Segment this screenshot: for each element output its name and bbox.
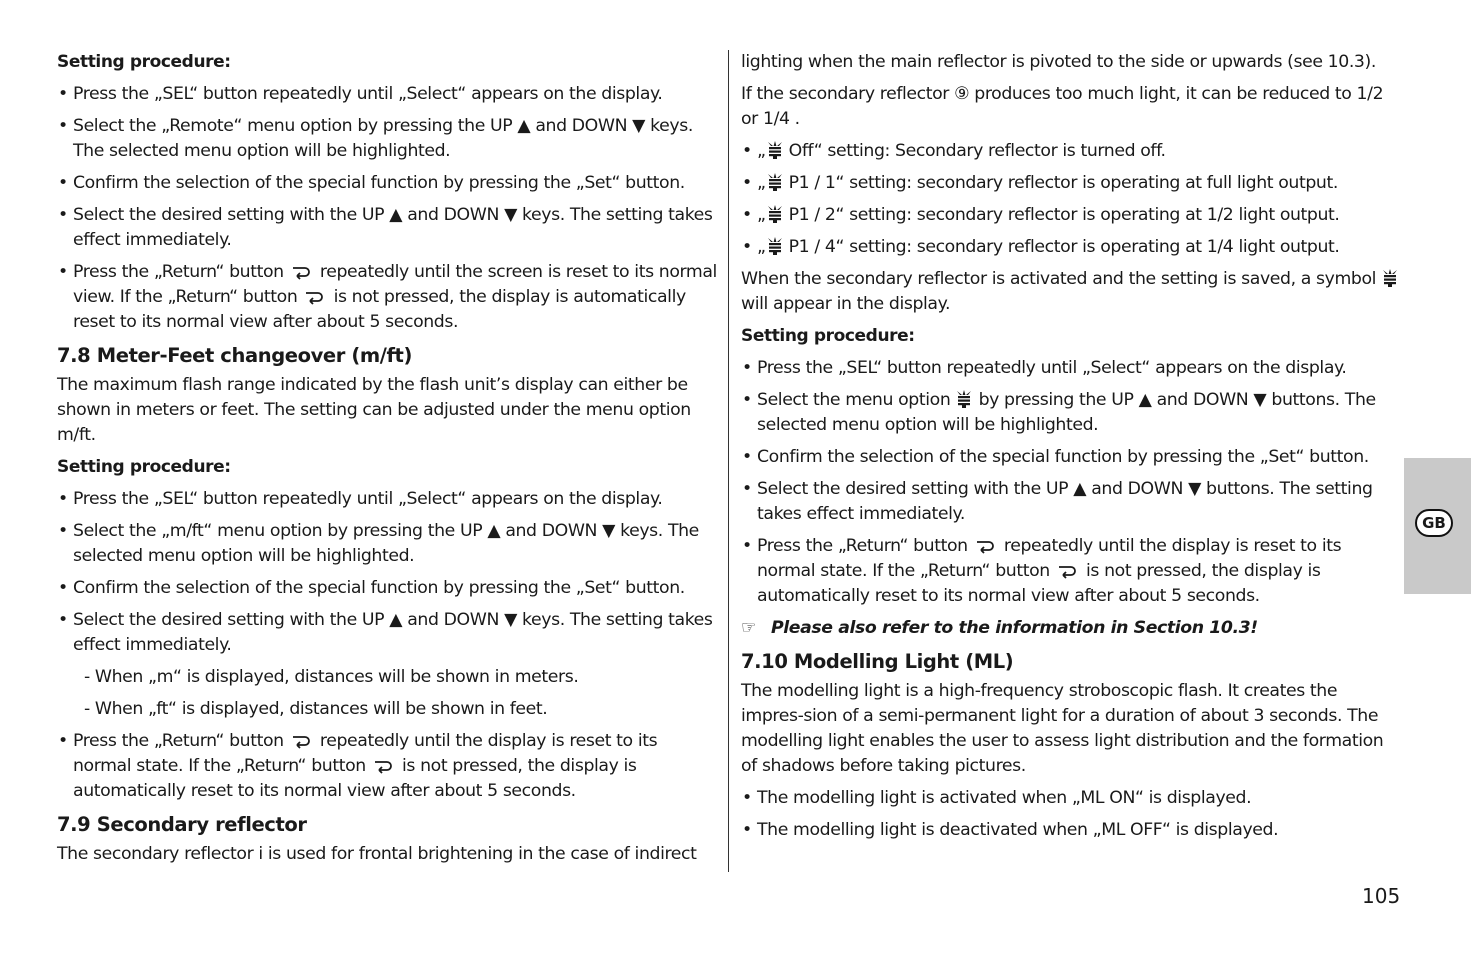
dash-item: - When „ft“ is displayed, distances will be shown in feet. [84,699,548,719]
text: Press the „Return“ button [73,731,284,751]
list-item: • The modelling light is deactivated when „ML OFF“ is displayed. [741,818,1401,843]
paragraph: If the secondary reflector ⑨ produces too much light, it can be reduced to 1/2 or 1/4 . [741,84,1384,129]
return-arrow-icon [289,264,315,280]
text: P1 / 1“ setting: secondary reflector is operating at full light output. [788,173,1338,193]
list-item [741,388,1401,438]
text: is not pressed, the display is automatically reset to its normal view after about 5 seconds. [73,287,686,332]
pointing-hand-icon: ☞ [741,618,757,638]
left-column [57,50,717,874]
meter-feet-steps-list-2 [57,729,717,804]
list-item [741,203,1401,228]
return-arrow-icon [1055,563,1081,579]
page-number: 105 [1362,884,1401,908]
list-item: • Select the desired setting with the UP ▲ and DOWN ▼ keys. The setting takes effect immediately. [57,203,717,253]
return-arrow-icon [973,538,999,554]
secondary-reflector-icon [1381,269,1399,287]
secondary-reflector-icon [766,205,784,223]
text: repeatedly until the display is reset to its normal state. If the „Return“ button [757,536,1342,581]
paragraph: The secondary reflector i is used for frontal brightening in the case of indirect [57,844,697,864]
paragraph: The maximum flash range indicated by the flash unit’s display can either be shown in meters or feet. The setting can be adjusted under the menu option m/ft. [57,375,691,445]
text: repeatedly until the screen is reset to its normal view. If the „Return“ button [73,262,717,307]
list-item [57,260,717,335]
list-item: • Press the „SEL“ button repeatedly until „Select“ appears on the display. [57,487,717,512]
text: is not pressed, the display is automatically reset to its normal view after about 5 seconds. [757,561,1321,606]
text: Press the „Return“ button [757,536,968,556]
paragraph: lighting when the main reflector is pivoted to the side or upwards (see 10.3). [741,52,1376,72]
right-column [741,50,1401,850]
language-badge: GB [1415,509,1453,537]
remote-steps-list [57,82,717,335]
paragraph: The modelling light is a high-frequency stroboscopic flash. It creates the impres-sion of a semi-permanent light for a duration of about 3 seconds. The modelling light enables the user to assess light distribution and the formation of shadows before taking pictures. [741,681,1384,776]
text: „ [757,205,766,225]
list-item [57,729,717,804]
return-arrow-icon [371,758,397,774]
reflector-steps-list [741,356,1401,609]
text: P1 / 4“ setting: secondary reflector is operating at 1/4 light output. [788,237,1340,257]
paragraph [741,267,1401,317]
list-item: • Confirm the selection of the special function by pressing the „Set“ button. [57,171,717,196]
secondary-reflector-icon [766,237,784,255]
list-item: • Confirm the selection of the special function by pressing the „Set“ button. [57,576,717,601]
return-arrow-icon [302,289,328,305]
list-item [741,139,1401,164]
text: repeatedly until the display is reset to its normal state. If the „Return“ button [73,731,658,776]
list-item: • Select the „m/ft“ menu option by pressing the UP ▲ and DOWN ▼ keys. The selected menu option will be highlighted. [57,519,717,569]
text: „ [757,173,766,193]
list-item: • Press the „SEL“ button repeatedly until „Select“ appears on the display. [57,82,717,107]
text: is not pressed, the display is automatically reset to its normal view after about 5 seconds. [73,756,637,801]
text: by pressing the UP ▲ and DOWN ▼ buttons. The selected menu option will be highlighted. [757,390,1376,435]
return-arrow-icon [289,733,315,749]
section-7-10-heading: 7.10 Modelling Light (ML) [741,650,1014,673]
list-item: • Select the desired setting with the UP ▲ and DOWN ▼ keys. The setting takes effect immediately. [57,608,717,658]
list-item [741,534,1401,609]
language-tab [1404,458,1471,594]
column-divider [728,50,729,872]
text: When the secondary reflector is activated and the setting is saved, a symbol [741,269,1377,289]
list-item: • Select the „Remote“ menu option by pressing the UP ▲ and DOWN ▼ keys. The selected menu option will be highlighted. [57,114,717,164]
secondary-reflector-icon [766,173,784,191]
text: „ [757,237,766,257]
text: P1 / 2“ setting: secondary reflector is operating at 1/2 light output. [788,205,1340,225]
list-item [741,235,1401,260]
reflector-options-list [741,139,1401,260]
list-item [741,171,1401,196]
secondary-reflector-icon [766,141,784,159]
list-item: • The modelling light is activated when „ML ON“ is displayed. [741,786,1401,811]
setting-procedure-heading: Setting procedure: [741,326,915,346]
setting-procedure-heading: Setting procedure: [57,457,231,477]
text: Press the „Return“ button [73,262,284,282]
section-7-8-heading: 7.8 Meter-Feet changeover (m/ft) [57,344,412,367]
dash-item: - When „m“ is displayed, distances will be shown in meters. [84,667,579,687]
meter-feet-steps-list [57,487,717,658]
section-7-9-heading: 7.9 Secondary reflector [57,813,307,836]
text: Off“ setting: Secondary reflector is turned off. [788,141,1166,161]
text: Select the menu option [757,390,951,410]
section-reference-note [741,616,1401,641]
note-text: Please also refer to the information in Section 10.3! [771,618,1258,638]
list-item: • Select the desired setting with the UP ▲ and DOWN ▼ buttons. The setting takes effect immediately. [741,477,1401,527]
modelling-light-list [741,786,1401,843]
text: „ [757,141,766,161]
setting-procedure-heading: Setting procedure: [57,52,231,72]
text: will appear in the display. [741,294,951,314]
secondary-reflector-icon [955,390,973,408]
list-item: • Press the „SEL“ button repeatedly until „Select“ appears on the display. [741,356,1401,381]
list-item: • Confirm the selection of the special function by pressing the „Set“ button. [741,445,1401,470]
